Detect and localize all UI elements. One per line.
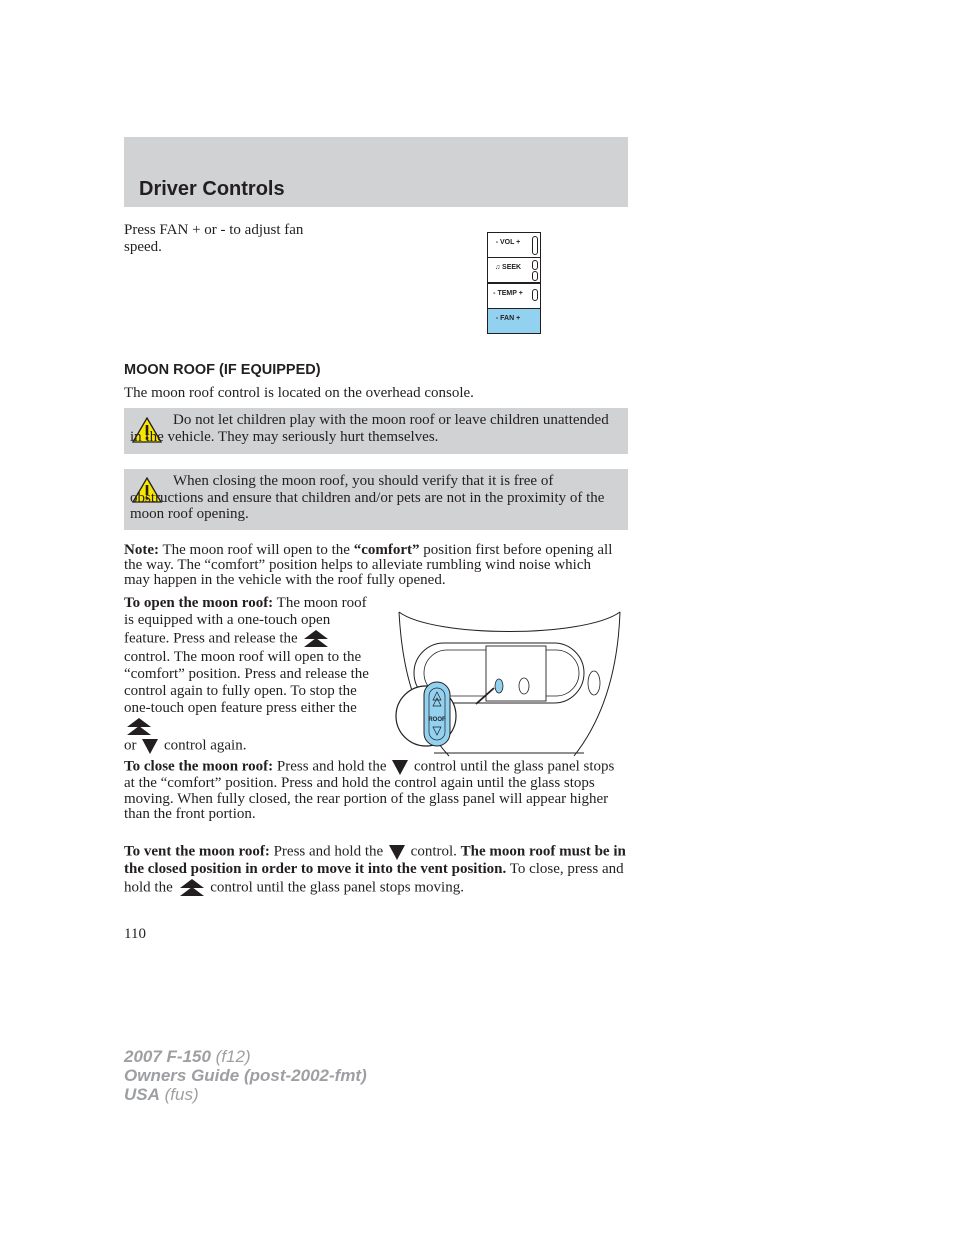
down-arrow-icon [390, 758, 410, 776]
footer-guide: Owners Guide (post-2002-fmt) [124, 1066, 367, 1085]
footer-line [124, 1085, 367, 1104]
warning-text: When closing the moon roof, you should verify that it is free of obstructions and ensure that children and/or pets are not in the proximity of the moon roof opening. [130, 473, 605, 522]
note-label: Note: [124, 542, 159, 558]
note-bold: “comfort” [353, 542, 420, 558]
down-arrow-icon [140, 737, 160, 755]
note-text: position first before opening all the way. The “comfort” position helps to alleviate rumbling wind noise which may happen in the vehicle with the roof fully opened. [124, 542, 613, 588]
overhead-console-illustration [394, 608, 626, 758]
vent-text: control until the glass panel stops moving. [206, 879, 464, 896]
open-text: The moon roof is equipped with a one-touch open feature. Press and release the [124, 595, 367, 647]
footer-model: 2007 F-150 [124, 1047, 211, 1066]
vent-text: Press and hold the [269, 843, 384, 860]
vent-label: To vent the moon roof: [124, 843, 270, 860]
footer-line [124, 1047, 367, 1066]
roof-label: ROOF [428, 717, 446, 723]
open-paragraph [124, 595, 379, 755]
open-label: To open the moon roof: [124, 595, 274, 611]
open-text: or [124, 737, 137, 754]
warning-box [124, 408, 628, 454]
footer-market: USA [124, 1085, 160, 1104]
close-text: control until the glass panel stops at the “comfort” position. Press and hold the control again until the glass stops moving. When fully closed, the rear portion of the glass panel will appear higher than the front portion. [124, 758, 615, 822]
page-title: Driver Controls [139, 178, 285, 200]
vent-text: To close, press and hold the [124, 861, 624, 896]
section-title: MOON ROOF (IF EQUIPPED) [124, 362, 321, 378]
footer-code: (fus) [159, 1085, 199, 1104]
open-text: control again. [160, 737, 247, 754]
down-arrow-icon [387, 843, 407, 861]
warning-text: Do not let children play with the moon roof or leave children unattended in the vehicle. They may seriously hurt themselves. [130, 412, 609, 445]
temp-button [487, 283, 541, 309]
warning-box [124, 469, 628, 530]
footer-line [124, 1066, 367, 1085]
note-paragraph [124, 543, 620, 588]
open-text: control. The moon roof will open to the “comfort” position. Press and release the control again to fully open. To stop the one-touch open feature press either the [124, 649, 369, 716]
temp-label: - TEMP + [493, 290, 523, 297]
double-up-arrow-icon [301, 629, 331, 649]
close-paragraph [124, 758, 628, 823]
page-number: 110 [124, 926, 146, 942]
vol-button [487, 232, 541, 258]
close-label: To close the moon roof: [124, 758, 274, 775]
fan-button [487, 308, 541, 334]
fan-label: - FAN + [495, 315, 521, 322]
seek-label: ♫ SEEK [494, 264, 522, 271]
vent-text: control. [406, 843, 461, 860]
double-up-arrow-icon [177, 878, 207, 898]
fan-instruction: Press FAN + or - to adjust fan speed. [124, 222, 304, 255]
footer [124, 1047, 367, 1104]
footer-code: (f12) [210, 1047, 251, 1066]
vent-bold: The moon roof must be in the closed position in order to move it into the vent position. [124, 843, 626, 877]
double-up-arrow-icon [124, 717, 154, 737]
section-intro: The moon roof control is located on the overhead console. [124, 385, 474, 401]
note-text: The moon roof will open to the [158, 542, 354, 558]
vol-label: - VOL + [495, 239, 521, 246]
close-text: Press and hold the [273, 758, 387, 775]
vent-paragraph [124, 843, 628, 898]
seek-button [487, 257, 541, 283]
